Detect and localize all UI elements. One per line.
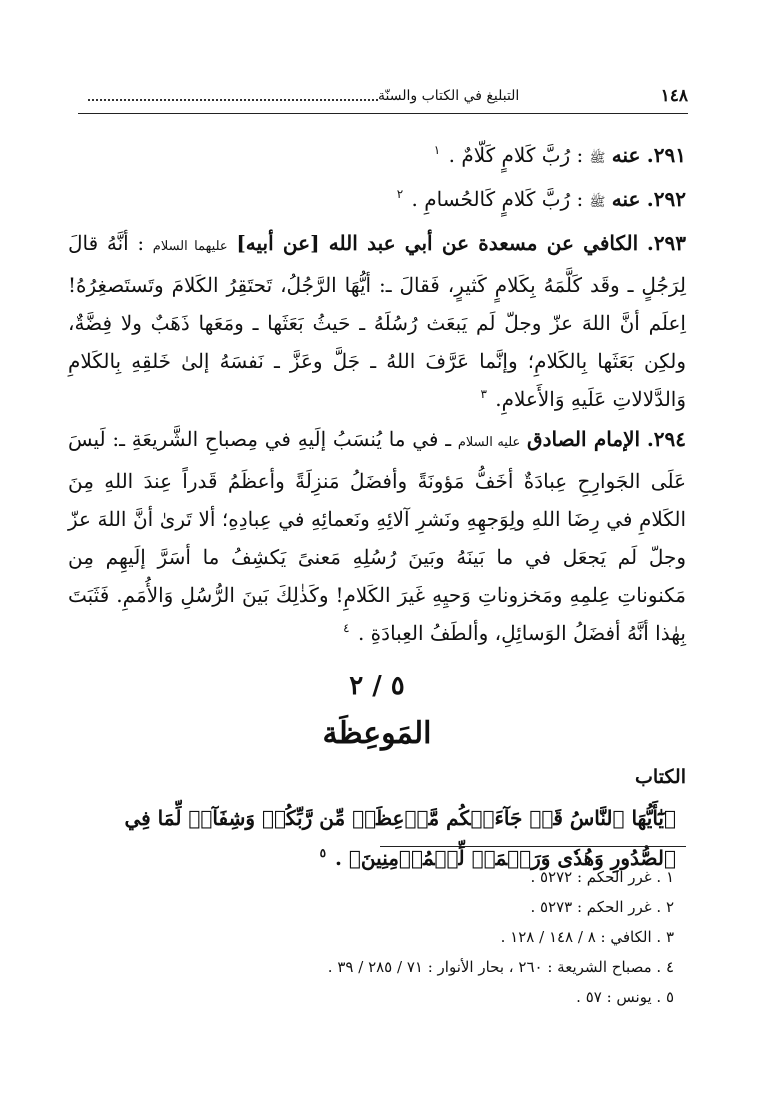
- entry-source: الإمام الصادق: [527, 427, 641, 451]
- blessing-glyph: ﷺ: [589, 195, 606, 210]
- footnote-ref[interactable]: ٤: [343, 621, 350, 636]
- entry-text: ـ في ما يُنسَبُ إلَيهِ في مِصباحِ الشَّريعَةِ ـ: لَيسَ عَلَى الجَوارِحِ عِبادَةٌ أخَفُّ مَؤونَةً وأفضَلُ مَنزِلَةً وأعظَمُ قَدراً عِندَ اللهِ مِنَ الكَلامِ في رِضَا اللهِ ولِوَجهِهِ ونَشرِ آلائِهِ ونَعمائِهِ في عِبادِهِ؛ ألا تَرىٰ أنَّ اللهَ عزّ وجلّ لَم يَجعَل في ما بَينَهُ وبَينَ رُسُلِهِ مَعنىً يَكشِفُ ما أسَرَّ إلَيهِم مِن مَكنوناتِ عِلمِهِ ومَخزوناتِ وَحيِهِ غَيرَ الكَلامِ! وكَذٰلِكَ بَينَ الرُّسُلِ وَالأُمَمِ. فَثَبَتَ بِهٰذا أنَّهُ أفضَلُ الوَسائِلِ، وألطَفُ العِبادَةِ .: [68, 427, 686, 645]
- entry-number: ٢٩١.: [646, 143, 686, 167]
- running-title-text: التبليغ في الكتاب والسنّة: [378, 88, 520, 104]
- entry-text: : أنَّهُ قالَ لِرَجُلٍ ـ وقَد كَلَّمَهُ بِكَلامٍ كَثيرٍ، فَقالَ ـ: أيُّهَا الرَّجُلُ، تَحتَقِرُ الكَلامَ وتَستَصغِرُهُ! اِعلَم أنَّ اللهَ عزّ وجلّ لَم يَبعَث رُسُلَهُ ـ حَيثُ بَعَثَها ـ ومَعَها ذَهَبٌ ولا فِضَّةٌ، ولكِن بَعَثَها بِالكَلامِ؛ وإنَّما عَرَّفَ اللهُ ـ جَلَّ وعَزَّ ـ نَفسَهُ إلىٰ خَلقِهِ بِالكَلامِ وَالدَّلالاتِ عَلَيهِ وَالأَعلامِ.: [68, 231, 686, 411]
- running-title: [82, 88, 519, 104]
- header-rule: [78, 113, 688, 114]
- footnote-ref[interactable]: ٥: [319, 846, 327, 861]
- footnote: ١ . غرر الحكم : ٥٢٧٢ .: [530, 868, 674, 886]
- footnote-ref[interactable]: ٢: [396, 187, 404, 202]
- entry-source: عنه: [611, 187, 641, 211]
- footnote-rule: [380, 846, 686, 847]
- entry-text: : رُبَّ كَلامٍ كَالحُسامِ .: [411, 187, 584, 211]
- footnote: ٣ . الكافي : ٨ / ١٤٨ / ١٢٨ .: [500, 928, 674, 946]
- entry-source: عنه: [611, 143, 641, 167]
- footnote: ٢ . غرر الحكم : ٥٢٧٣ .: [530, 898, 674, 916]
- section-number: ٥ / ٢: [349, 671, 405, 701]
- footnote: ٤ . مصباح الشريعة : ٢٦٠ ، بحار الأنوار : ٧١ / ٢٨٥ / ٣٩ .: [327, 958, 674, 976]
- page-body: [68, 136, 686, 878]
- footnote-ref[interactable]: ٣: [480, 387, 487, 402]
- entry-number: ٢٩٢.: [646, 187, 686, 211]
- entry-source: الكافي عن مسعدة عن أبي عبد الله [عن أبيه]: [236, 231, 639, 255]
- section-title: المَوعِظَة: [322, 716, 432, 751]
- blessing-glyph: عليه السلام: [457, 435, 521, 450]
- blessing-glyph: عليهما السلام: [152, 239, 228, 254]
- footnotes: [80, 862, 674, 1012]
- verse-text: ﴿يَٰٓأَيُّهَا ٱلنَّاسُ قَدۡ جَآءَتۡكُم مَّوۡعِظَةٞ مِّن رَّبِّكُمۡ وَشِفَآءٞ لِّمَا فِي ٱلصُّدُورِ وَهُدٗى وَرَحۡمَةٞ لِّلۡمُؤۡمِنِينَ﴾ .: [124, 806, 676, 870]
- hadith-entry: [68, 420, 686, 652]
- page-header: [82, 82, 688, 110]
- hadith-entry: [68, 180, 686, 222]
- hadith-entry: [68, 224, 686, 418]
- entry-text: : رُبَّ كَلامٍ كَلّامٌ .: [448, 143, 584, 167]
- page-number: ١٤٨: [660, 86, 688, 106]
- hadith-entry: [68, 136, 686, 178]
- footnote-ref[interactable]: ١: [433, 143, 441, 158]
- blessing-glyph: ﷺ: [589, 151, 606, 166]
- footnote: ٥ . يونس : ٥٧ .: [576, 988, 674, 1006]
- entry-number: ٢٩٤.: [646, 427, 687, 451]
- entry-number: ٢٩٣.: [646, 231, 687, 255]
- leader-dots: [88, 99, 378, 101]
- sub-heading: الكتاب: [635, 766, 686, 788]
